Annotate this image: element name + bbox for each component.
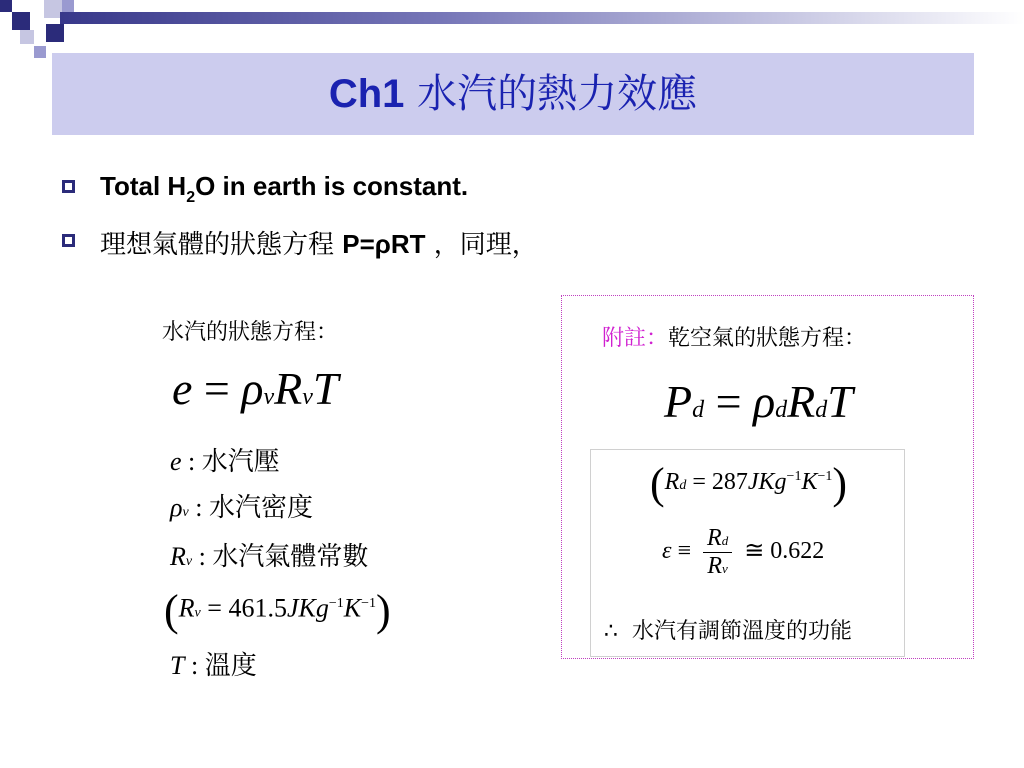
bullet-2-zh: 理想氣體的狀態方程	[100, 230, 343, 260]
rv-unit-K: K	[343, 593, 362, 623]
eq-R-sub: v	[302, 384, 313, 410]
eq-rho-sub: v	[263, 384, 275, 410]
bullet-marker	[62, 180, 75, 193]
rd-exp2: −1	[817, 469, 833, 485]
deco-square	[34, 46, 46, 58]
left-paren: (	[164, 586, 179, 635]
eq-equals: =	[715, 376, 742, 427]
bullet-1-text	[100, 171, 469, 206]
dry-gas-constant	[650, 458, 847, 509]
bullet-1-pre: Total H	[100, 171, 187, 201]
bullet-2-formula: P=ρRT	[342, 229, 426, 259]
rd-unit-Kg: Kg	[758, 469, 787, 496]
eps-equiv: ≡	[677, 538, 692, 565]
rd-value: 287	[711, 469, 748, 496]
rv-exp1: −1	[328, 595, 344, 611]
deco-square	[46, 24, 64, 42]
right-heading	[602, 321, 866, 352]
eq-T: T	[312, 363, 339, 414]
def-rho-sym: ρ	[170, 493, 183, 522]
rv-unit-Kg: Kg	[298, 593, 329, 623]
slide-title	[52, 53, 974, 135]
deco-square	[62, 0, 74, 12]
therefore-icon: ∴	[604, 619, 618, 644]
right-paren: )	[832, 459, 848, 508]
bullet-1-post: O in earth is constant.	[195, 171, 469, 201]
def-rho: ρv : 水汽密度	[170, 493, 313, 522]
right-paren: )	[375, 586, 391, 635]
eps-num: R	[707, 525, 722, 551]
bullet-1-sub: 2	[186, 189, 196, 206]
eq-R: R	[787, 376, 816, 427]
eps-sym: ε	[662, 538, 672, 565]
rv-exp2: −1	[361, 595, 376, 611]
eps-fraction	[703, 525, 732, 580]
def-e-sym: e	[170, 447, 182, 476]
rd-unit-J: J	[747, 469, 759, 496]
def-R: Rv : 水汽氣體常數	[170, 542, 369, 571]
rd-sub: d	[679, 478, 687, 494]
eq-T: T	[827, 376, 853, 427]
bullet-2-text	[100, 224, 538, 261]
eps-num-sub: d	[721, 533, 729, 548]
eq-P-sub: d	[692, 397, 705, 423]
bullet-marker	[62, 234, 75, 247]
left-heading: 水汽的狀態方程：	[162, 320, 339, 345]
def-R-sub: v	[185, 554, 193, 569]
rd-eq: =	[692, 469, 706, 496]
def-R-text: 水汽氣體常數	[212, 542, 369, 571]
title-zh: 水汽的熱力效應	[417, 71, 698, 117]
rv-sym: R	[178, 593, 195, 623]
def-T-sym: T	[170, 651, 185, 680]
dry-air-state-equation	[664, 375, 853, 428]
epsilon-equation	[662, 525, 824, 580]
rv-value: 461.5	[228, 593, 287, 623]
conclusion-text: 水汽有調節溫度的功能	[632, 619, 853, 644]
def-rho-text: 水汽密度	[208, 493, 313, 522]
rv-sub: v	[194, 605, 201, 621]
eps-value: 0.622	[770, 538, 825, 565]
note-label: 附註：	[602, 326, 669, 351]
header-gradient-line	[60, 12, 1024, 24]
def-e: e : 水汽壓	[170, 447, 280, 476]
bullet-2-tail: ，同理，	[425, 230, 538, 260]
def-e-text: 水汽壓	[201, 447, 280, 476]
rd-unit-K: K	[801, 469, 818, 496]
def-T-text: 溫度	[204, 651, 257, 680]
dry-air-heading: 乾空氣的狀態方程：	[668, 326, 867, 351]
vapor-state-equation	[172, 362, 338, 415]
eps-den: R	[707, 553, 723, 579]
eq-P: P	[664, 376, 693, 427]
eq-R: R	[274, 363, 303, 414]
def-T: T : 溫度	[170, 651, 257, 680]
eq-rho-sub: d	[775, 397, 788, 423]
eq-e: e	[172, 363, 193, 414]
eq-R-sub: d	[815, 397, 828, 423]
rv-unit-J: J	[286, 593, 299, 623]
eq-equals: =	[203, 363, 230, 414]
conclusion	[604, 614, 852, 645]
rv-eq: =	[207, 593, 222, 623]
def-rho-sub: v	[182, 505, 189, 520]
deco-square	[12, 12, 30, 30]
eq-rho: ρ	[241, 363, 264, 414]
eps-approx: ≅	[744, 538, 765, 565]
eps-den-sub: v	[722, 561, 728, 576]
def-R-sym: R	[170, 542, 186, 571]
vapor-gas-constant	[164, 585, 391, 636]
rd-exp1: −1	[786, 469, 802, 485]
left-paren: (	[650, 459, 665, 508]
deco-square	[20, 30, 34, 44]
eq-rho: ρ	[753, 376, 776, 427]
rd-sym: R	[664, 469, 680, 496]
deco-square	[0, 0, 12, 12]
title-en: Ch1	[328, 72, 405, 116]
